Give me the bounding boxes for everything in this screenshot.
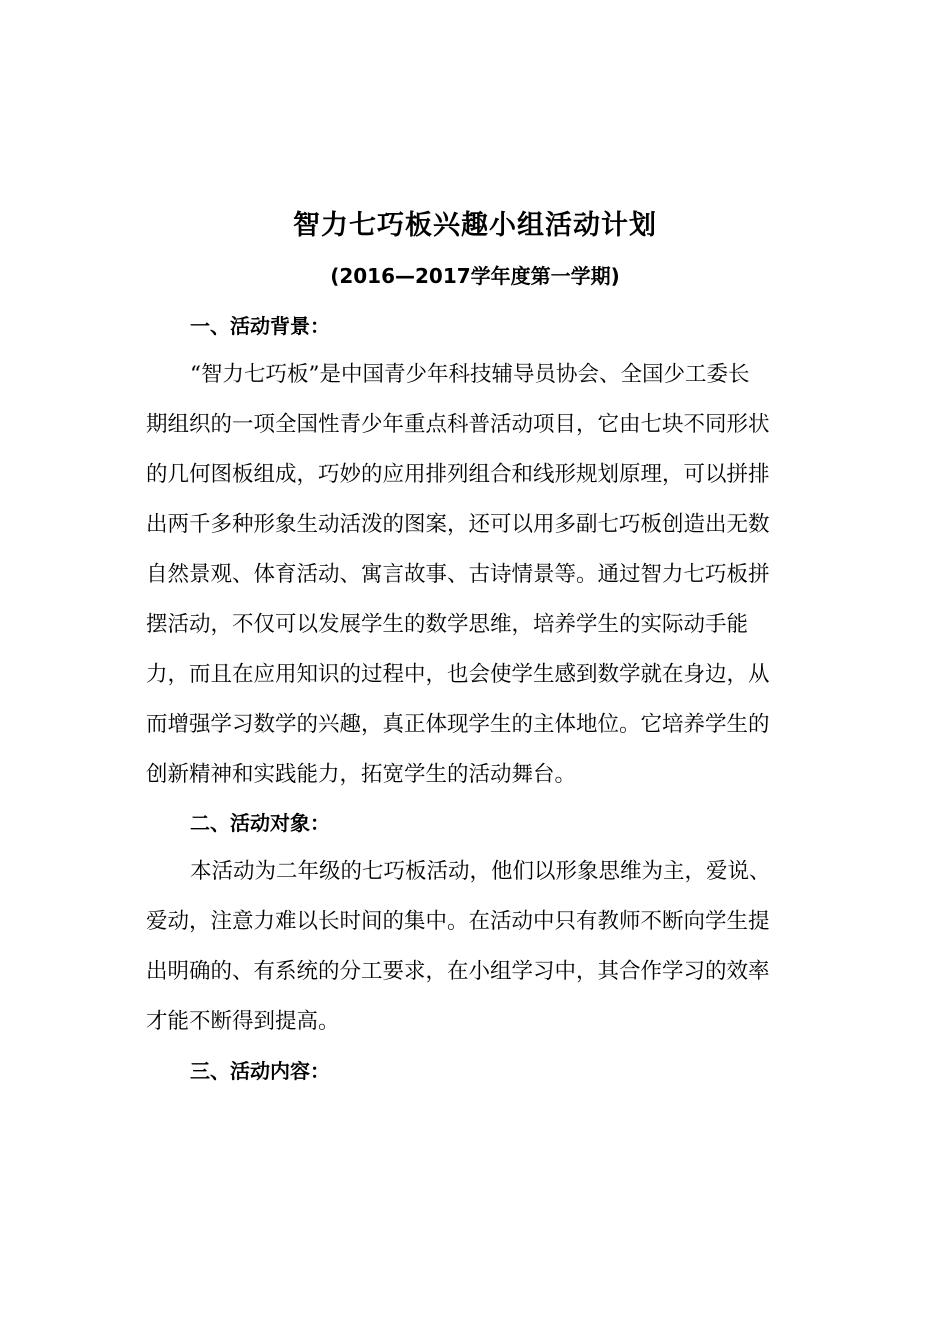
section-body-background <box>146 350 794 800</box>
paragraph-line: 创新精神和实践能力，拓宽学生的活动舞台。 <box>146 762 577 787</box>
paragraph-line: 力，而且在应用知识的过程中，也会使学生感到数学就在身边，从 <box>146 662 770 687</box>
paragraph-line: 才能不断得到提高。 <box>146 1009 340 1034</box>
page-title: 智力七巧板兴趣小组活动计划 <box>293 210 657 241</box>
paragraph-line: 本活动为二年级的七巧板活动，他们以形象思维为主，爱说、 <box>190 859 771 884</box>
paragraph-line: 期组织的一项全国性青少年重点科普活动项目，它由七块不同形状 <box>146 412 770 437</box>
paragraph-line: 自然景观、体育活动、寓言故事、古诗情景等。通过智力七巧板拼 <box>146 562 770 587</box>
paragraph-line: “智力七巧板”是中国青少年科技辅导员协会、全国少工委长 <box>190 362 750 387</box>
paragraph-line: 摆活动，不仅可以发展学生的数学思维，培养学生的实际动手能 <box>146 612 749 637</box>
section-body-audience <box>146 847 794 1047</box>
section-heading-audience: 二、活动对象： <box>190 811 330 835</box>
page-subtitle: (2016—2017学年度第一学期) <box>330 264 620 288</box>
paragraph-line: 出两千多种形象生动活泼的图案，还可以用多副七巧板创造出无数 <box>146 512 770 537</box>
paragraph-line: 出明确的、有系统的分工要求，在小组学习中，其合作学习的效率 <box>146 959 770 984</box>
section-heading-content: 三、活动内容： <box>190 1059 330 1083</box>
paragraph-line: 的几何图板组成，巧妙的应用排列组合和线形规划原理，可以拼排 <box>146 462 770 487</box>
paragraph-line: 而增强学习数学的兴趣，真正体现学生的主体地位。它培养学生的 <box>146 712 770 737</box>
paragraph-line: 爱动，注意力难以长时间的集中。在活动中只有教师不断向学生提 <box>146 909 770 934</box>
section-heading-background: 一、活动背景： <box>190 314 330 338</box>
